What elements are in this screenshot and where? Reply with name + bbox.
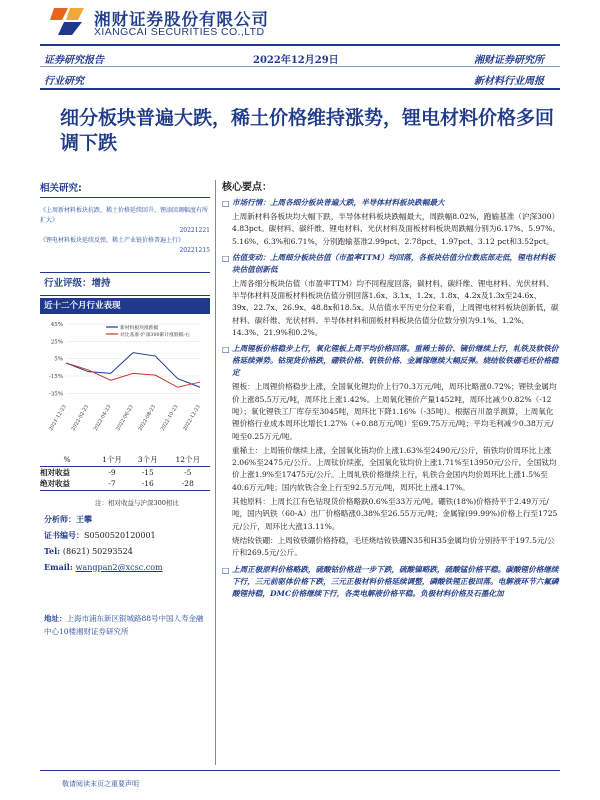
chart-heading: 近十二个月行业表现	[40, 298, 210, 314]
related-item[interactable]	[40, 236, 210, 256]
perf-row-label: 相对收益	[40, 467, 70, 477]
x-tick-label: 2022-04-23	[92, 404, 113, 432]
y-tick-label: 25%	[50, 339, 63, 346]
related-research-heading: 相关研究:	[40, 183, 82, 194]
footer-rule	[40, 770, 560, 771]
paragraph: 其他原料：上周长江有色钴现货价格略跌0.6%至33万元/吨。硼铁(18%)价格持平于2.49万元/吨，国内钒铁（60-A）出厂价格略涨0.38%至26.55万元/吨；金属镓(99.99%)价格上行至1725元/公斤，周环比大涨13.11%。	[232, 497, 558, 531]
analyst-label: 分析师：	[44, 514, 76, 524]
report-series: 新材料行业周报	[474, 76, 544, 87]
address-label: 地址：	[44, 614, 67, 623]
legend-label: 对比基准-沪深300累计涨跌幅-右	[120, 333, 190, 338]
email-link[interactable]: wangpan2@xcsc.com	[75, 563, 163, 572]
email-label: Email:	[44, 562, 73, 572]
report-date: 2022年12月29日	[253, 55, 339, 66]
company-logo-icon	[50, 6, 86, 36]
bullet-heading: □ 上周锂板价格稳步上行，氧化锂板上周平均价格回落。重稀土铕价、镝价继续上行，轧铁及软铁价格延续弹势。钴现货价格跌，硼铁价格、钒铁价格、金属镓继续大幅反弹。烧结钕铁硼毛坯价格稳定	[222, 344, 559, 378]
company-name-en: XIANGCAI SECURITIES CO.,LTD	[94, 26, 265, 38]
x-tick-label: 2022-10-23	[159, 404, 180, 432]
series-line	[66, 363, 200, 387]
related-item-date: 20221215	[179, 247, 210, 254]
bullet-heading: □ 上周正极原料价格略跌，硫酸钴价格进一步下跌，硫酸镍略跌，硫酸锰价格平稳。碳酸锂价格继续下行，三元前驱体价格下跌，三元正极材料价格延续调整，磷酸铁锂正极回落。电解液环节六氟磷酸锂持稳，DMC价格继续下行，各类电解液价格平稳。负极材料价格及石墨化加	[222, 564, 559, 598]
paragraph: 重稀土：上周铕价继续上涨，全国氧化铕均价上涨1.63%至2490元/公斤，铕铁均价周环比上涨2.06%至2475元/公斤。上周钛价续涨，全国氧化钛均价上涨1.71%至13950元/公斤，全国钛均价上涨1.9%至17475元/公斤。上周轧铁价格继续上行，轧铁合金国内均价周环比上涨1.5%至40.6万元/吨；国内软铁合金上行至92.5万元/吨，周环比上涨4.17%。	[232, 445, 557, 492]
address-block	[44, 612, 210, 638]
tel-line	[44, 546, 133, 556]
institute-name: 湘财证券研究所	[474, 55, 544, 66]
y-tick-label: -35%	[48, 391, 63, 398]
column-divider	[215, 180, 216, 765]
header-rule-mid	[40, 66, 560, 67]
rating-rule-top	[40, 272, 210, 273]
right-column	[222, 178, 560, 600]
perf-cell: -28	[166, 478, 210, 490]
bullet-heading: □ 市场行情：上周各细分板块普遍大跌，半导体材料板块跌幅最大	[222, 198, 445, 208]
cert-value: S0500520120001	[84, 531, 156, 540]
paragraph: 上周各细分板块估值（市盈率TTM）均不同程度回落，碳材料、碳纤维、锂电材料、光伏材料、半导体材料及面板材料板块估值分别回落1.6x、3.1x、1.2x、1.8x、4.2x及1.3x至24.6x、39x、22.7x、26.9x、48.8x和18.5x。从估值水平历史分位来看，上周锂电材料板块创新低，碳材料、碳纤维、光伏材料、半导体材料和面板材料板块估值分位数分别为9.1%、1.2%、14.3%、21.9%和0.2%。	[232, 278, 559, 338]
perf-cell: -7	[94, 478, 130, 490]
related-rule	[40, 197, 210, 198]
cert-label: 证书编号：	[44, 530, 84, 540]
analyst-line	[44, 514, 92, 525]
address-value: 上海市浦东新区银城路88号中国人寿金融中心10楼湘财证券研究所	[44, 614, 204, 636]
perf-header: %	[40, 454, 94, 466]
x-tick-label: 2022-08-23	[137, 404, 158, 432]
related-item-title: 《上周新材料板块抗跌，稀土价格延续回升，锂添回调幅度有所扩大》	[40, 207, 209, 224]
company-name-cn: 湘财证券股份有限公司	[94, 10, 269, 29]
y-tick-label: 45%	[50, 322, 63, 328]
perf-cell: -9	[108, 467, 116, 477]
perf-header: 12个月	[166, 454, 210, 466]
analyst-name: 王攀	[76, 514, 92, 524]
left-column	[40, 180, 210, 760]
y-tick-label: -15%	[48, 374, 63, 380]
x-tick-label: 2021-12-23	[48, 404, 68, 432]
related-item[interactable]	[40, 206, 210, 236]
y-tick-label: 5%	[54, 356, 63, 363]
related-item-date: 20221221	[179, 227, 210, 234]
paragraph: 烧结钕铁硼：上周钕铁硼价格持稳，毛坯烧结钕铁硼N35和H35金属均价分别持平于197.5元/公斤和269.5元/公斤。	[232, 535, 555, 558]
perf-cell: -16	[130, 478, 166, 490]
report-type: 证券研究报告	[44, 55, 104, 66]
x-tick-label: 2022-12-23	[182, 404, 202, 432]
paragraph: 锂板：上周锂价格稳步上涨，全国氧化锂均价上行70.3万元/吨，周环比略涨0.72%；锂铁金属均价上涨85.5万元/吨，周环比上涨1.42%。上周氧化锂价产量1452吨，周环比减少0.82%（-12吨）；氧化锂铁工厂库存至3045吨，周环比下降1.16%（-35吨）。根据百川盈孚测算，上周氧化锂价格行业成本周环比增长1.27%（+0.88万元/吨）至69.75万元/吨；平均毛利减少0.38万元/吨至0.25万元/吨。	[232, 382, 557, 441]
paragraph: 上周新材料各板块均大幅下跌，半导体材料板块跌幅最大，周跌幅8.02%，跑输基准（沪深300）4.83pct。碳材料、碳纤维、锂电材料、光伏材料及面板材料板块周跌幅分别为6.17%、5.97%、5.16%、6.3%和6.71%，分别跑输基准2.99pct、2.78pct、1.97pct、3.12 pct和3.52pct。	[232, 212, 560, 246]
perf-note: 注：相对收益与沪深300相比	[95, 499, 179, 507]
performance-table	[40, 454, 210, 491]
x-tick-label: 2022-06-23	[115, 404, 135, 432]
checkbox-bullet-icon: □	[222, 564, 230, 575]
perf-cell: -5	[184, 467, 192, 477]
perf-header: 3个月	[130, 454, 166, 466]
cert-line	[44, 530, 156, 541]
perf-header: 1个月	[94, 454, 130, 466]
header-rule-top	[40, 44, 560, 46]
checkbox-bullet-icon: □	[222, 198, 230, 208]
related-item-title: 《锂电材料板块延续反弹，稀土产业链价格普遍上行》	[40, 237, 185, 244]
core-points-heading: 核心要点：	[222, 182, 272, 193]
rating-rule-bottom	[40, 295, 210, 296]
industry-rating: 行业评级：增持	[44, 278, 111, 289]
report-title: 细分板块普遍大跌，稀土价格维持涨势，锂电材料价格多回调下跌	[60, 107, 555, 154]
checkbox-bullet-icon: □	[222, 252, 230, 263]
tel-label: Tel:	[44, 546, 61, 556]
header-rule-bottom	[40, 88, 560, 90]
research-category: 行业研究	[44, 76, 84, 87]
bullet-heading: □ 估值变动：上周细分板块估值（市盈率TTM）均回落，各板块估值分位数底部走低，锂电材料板块估值创新低	[222, 252, 556, 274]
x-tick-label: 2022-02-23	[70, 404, 91, 432]
legend-label: 新材料板块涨跌幅	[120, 326, 159, 331]
perf-row-label: 绝对收益	[40, 478, 94, 490]
checkbox-bullet-icon: □	[222, 344, 230, 355]
perf-cell: -15	[141, 467, 154, 477]
footer-disclaimer: 敬请阅读末页之重要声明	[62, 780, 139, 788]
series-line	[66, 353, 200, 388]
performance-chart	[40, 316, 210, 450]
email-line	[44, 562, 163, 572]
tel-value: (8621) 50293524	[62, 547, 133, 556]
